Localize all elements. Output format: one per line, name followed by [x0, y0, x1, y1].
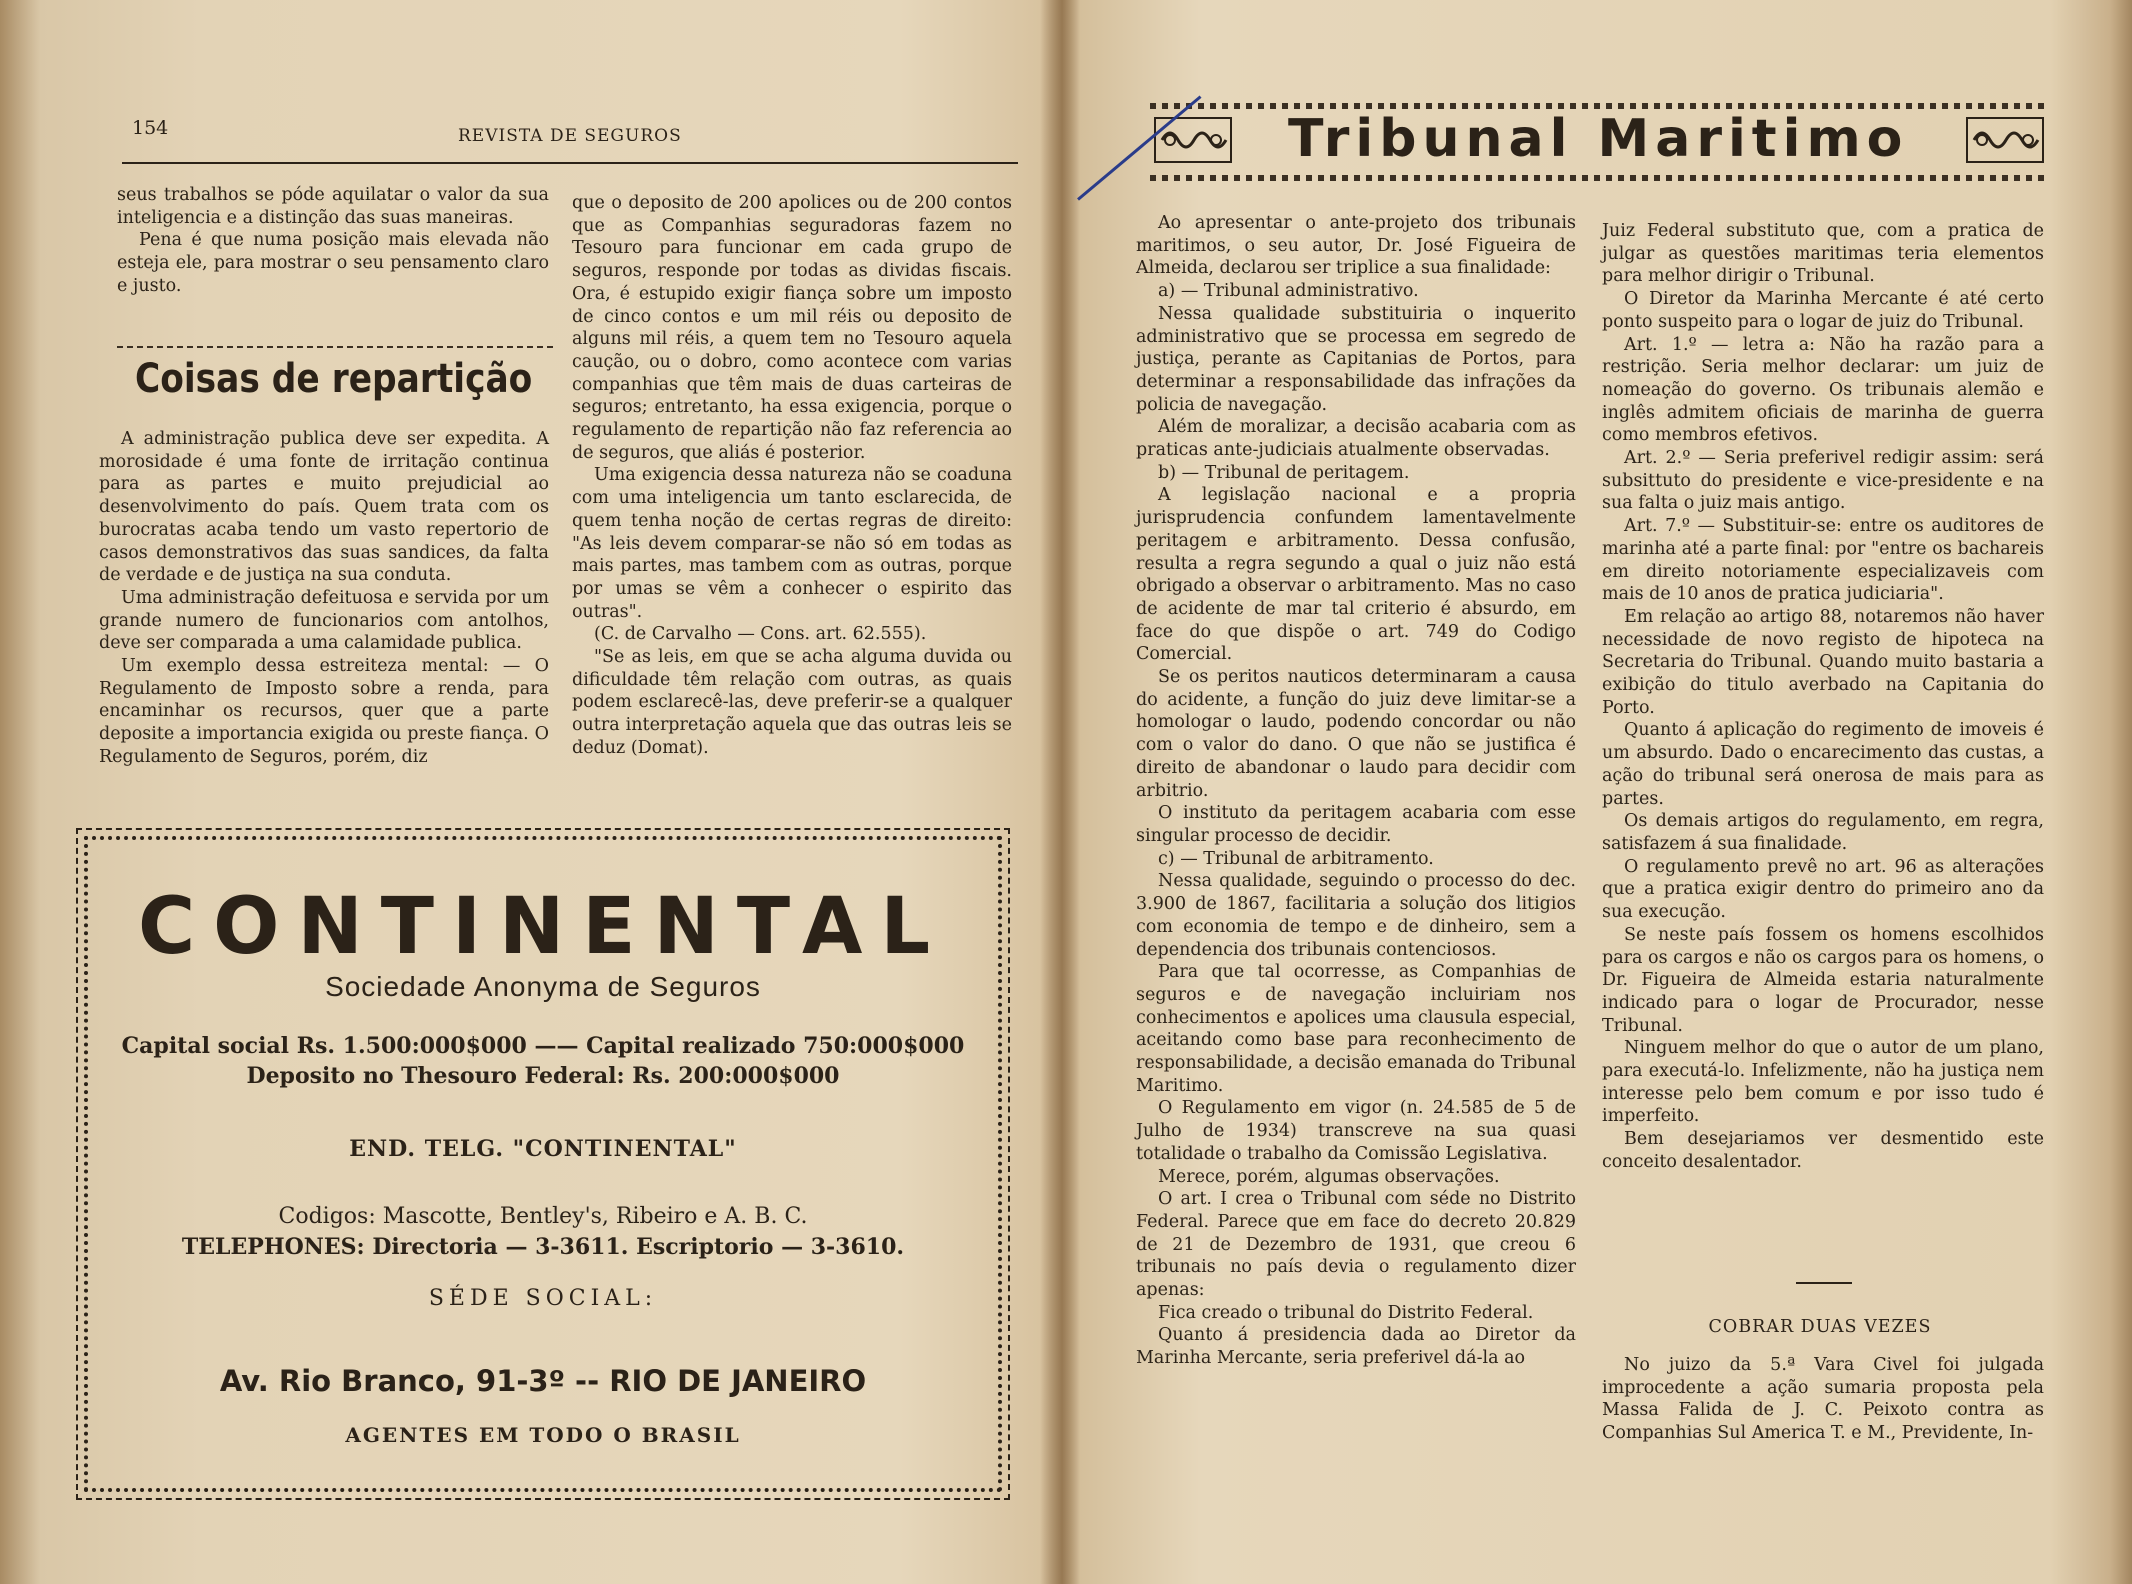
paragraph: O art. I crea o Tribunal com séde no Distrito Federal. Parece que em face do decreto 20.829 de 21 de Dezembro de 1931, que creou 6 tribunais no país devia o regulamento dizer apenas:: [1136, 1189, 1576, 1301]
paragraph: Art. 2.º — Seria preferivel redigir assim: será subsittuto do presidente e vice-presidente e na sua falta o juiz mais antigo.: [1602, 448, 2044, 514]
paragraph: Os demais artigos do regulamento, em regra, satisfazem á sua finalidade.: [1602, 811, 2044, 854]
paragraph: A administração publica deve ser expedita. A morosidade é uma fonte de irritação continua para as partes e muito prejudicial ao desenvolvimento do país. Quem trata com os burocratas acaba tendo um vasto repertorio de casos demonstrativos das suas sandices, da falta de verdade e de justiça na sua conduta.: [99, 429, 549, 586]
section-divider: [117, 346, 553, 352]
paragraph: que o deposito de 200 apolices ou de 200 contos que as Companhias seguradoras fazem no Tesouro para funcionar em cada grupo de seguros, responde por todas as dividas fiscais. Ora, é estupido exigir fiança sobre um imposto de cinco contos e um mil réis ou deposito de alguns mil réis, a quem tem no Tesouro aquela caução, ou o dobro, como acontece com varias companhias que têm mais de duas carteiras de seguros; entretanto, ha essa exigencia, porque o regulamento de repartição não faz referencia ao de seguros, que aliás é posterior.: [572, 193, 1012, 463]
paragraph: Quanto á presidencia dada ao Diretor da Marinha Mercante, seria preferivel dá-la ao: [1136, 1325, 1576, 1369]
page-gutter: [1040, 0, 1080, 1584]
left-col1-section: [99, 428, 549, 769]
paragraph: Bem desejariamos ver desmentido este conceito desalentador.: [1602, 1129, 2044, 1172]
paragraph: Nessa qualidade substituiria o inquerito administrativo que se processa em segredo de justiça, perante as Capitanias de Portos, para determinar a responsabilidade das infrações da policia de navegação.: [1136, 303, 1576, 415]
paragraph: (C. de Carvalho — Cons. art. 62.555).: [594, 624, 927, 645]
paragraph: Merece, porém, algumas observações.: [1158, 1166, 1500, 1187]
masthead-title: Tribunal Maritimo: [1288, 109, 1909, 169]
paragraph: Fica creado o tribunal do Distrito Federal.: [1158, 1302, 1534, 1323]
ad-codes: Codigos: Mascotte, Bentley's, Ribeiro e A. B. C.: [278, 1204, 808, 1229]
paragraph: Ao apresentar o ante-projeto dos tribunais maritimos, o seu autor, Dr. José Figueira de Almeida, declarou ser triplice a sua finalidade:: [1136, 213, 1576, 279]
running-head: REVISTA DE SEGUROS: [458, 126, 682, 146]
paragraph: O regulamento prevê no art. 96 as alterações que a pratica exigir dentro do primeiro ano da sua execução.: [1602, 856, 2044, 923]
paragraph: "Se as leis, em que se acha alguma duvida ou dificuldade têm relação com outras, as quais podem esclarecê-las, deve preferir-se a qualquer outra interpretação aquela que das outras leis se deduz (Domat).: [572, 647, 1012, 758]
paragraph: Uma administração defeituosa e servida por um grande numero de funcionarios com antolhos, deve ser comparada a uma calamidade publica.: [99, 587, 549, 654]
ad-hq-label: SÉDE SOCIAL:: [428, 1286, 658, 1311]
ad-deposit: Deposito no Thesouro Federal: Rs. 200:000$000: [246, 1063, 840, 1089]
paragraph: a) — Tribunal administrativo.: [1158, 281, 1419, 302]
paragraph: No juizo da 5.ª Vara Civel foi julgada improcedente a ação sumaria proposta pela Massa Falida de J. C. Peixoto contra as Companhias Sul America T. e M., Previdente, In-: [1602, 1355, 2044, 1444]
section-title: Coisas de repartição: [135, 356, 533, 402]
paragraph: Pena é que numa posição mais elevada não esteja ele, para mostrar o seu pensamento claro e justo.: [117, 230, 549, 296]
left-col1-top: [117, 184, 549, 298]
subheading: COBRAR DUAS VEZES: [1708, 1317, 1932, 1337]
ad-subtitle: Sociedade Anonyma de Seguros: [325, 971, 761, 1002]
scroll-ornament-icon: [1966, 117, 2044, 163]
paragraph: Quanto á aplicação do regimento de imoveis é um absurdo. Dado o encarecimento das custas, a ação do tribunal será onerosa de mais para as partes.: [1602, 720, 2044, 809]
ad-capital: Capital social Rs. 1.500:000$000 —— Capital realizado 750:000$000: [121, 1033, 965, 1059]
left-col2: [572, 192, 1012, 760]
masthead: [1150, 103, 2050, 181]
paragraph: seus trabalhos se póde aquilatar o valor da sua inteligencia e a distinção das suas maneiras.: [117, 185, 549, 228]
paragraph: Juiz Federal substituto que, com a pratica de julgar as questões maritimas teria elementos para melhor dirigir o Tribunal.: [1602, 221, 2044, 287]
paragraph: Se neste país fossem os homens escolhidos para os cargos e não os cargos para os homens, o Dr. Figueira de Almeida estaria naturalmente indicado para o logar de Procurador, nesse Tribunal.: [1602, 924, 2044, 1036]
paragraph: Uma exigencia dessa natureza não se coaduna com uma inteligencia um tanto esclarecida, de quem tenha noção de certas regras de direito: "As leis devem comparar-se não só em todas as mais partes, mas tambem com as outras, porque por umas se vêm a conhecer o espirito das outras".: [572, 465, 1012, 622]
paragraph: Um exemplo dessa estreiteza mental: — O Regulamento de Imposto sobre a renda, para encaminhar os recursos, quer que a parte deposite a importancia exigida ou preste fiança. O Regulamento de Seguros, porém, diz: [99, 656, 549, 767]
right-col2: [1602, 220, 2044, 1174]
paragraph: Art. 7.º — Substituir-se: entre os auditores de marinha até a parte final: por "entre os bachareis em direito notoriamente especializaveis com mais de 10 anos de pratica judiciaria".: [1602, 516, 2044, 605]
paragraph: Nessa qualidade, seguindo o processo do dec. 3.900 de 1867, facilitaria a solução dos litigios com economia de tempo e de dinheiro, sem a dependencia dos tribunais contenciosos.: [1136, 871, 1576, 960]
ad-agents: AGENTES EM TODO O BRASIL: [345, 1423, 741, 1447]
continental-advertisement: [84, 836, 1002, 1492]
paragraph: O Regulamento em vigor (n. 24.585 de 5 de Julho de 1934) transcreve na sua quasi totalidade o trabalho da Comissão Legislativa.: [1136, 1098, 1576, 1164]
section-rule: [1796, 1282, 1852, 1284]
ad-phones: TELEPHONES: Directoria — 3-3611. Escriptorio — 3-3610.: [181, 1234, 905, 1260]
paragraph: Art. 1.º — letra a: Não ha razão para a restrição. Seria melhor declarar: um juiz de nomeação do governo. Os tribunais alemão e inglês admitem oficiais de marinha de guerra como membros efetivos.: [1602, 334, 2044, 446]
right-col1: [1136, 212, 1576, 1370]
ad-company-name: CONTINENTAL: [137, 882, 949, 972]
paragraph: c) — Tribunal de arbitramento.: [1158, 848, 1434, 869]
paragraph: Para que tal ocorresse, as Companhias de seguros e de navegação incluiriam nos conhecimentos e apolices uma clausula especial, aceitando como base para reconhecimento de responsabilidade, a decisão emanada do Tribunal Maritimo.: [1136, 962, 1576, 1096]
page-number: 154: [132, 117, 169, 139]
right-col2-bottom: [1602, 1354, 2044, 1445]
paragraph: Se os peritos nauticos determinaram a causa do acidente, a função do juiz deve limitar-se a homologar o laudo, podendo concordar ou não com o valor do dano. O que não se justifica é direito de abandonar o laudo para decidir com arbitrio.: [1136, 667, 1576, 801]
paragraph: Em relação ao artigo 88, notaremos não haver necessidade de novo registo de hipoteca na Secretaria do Tribunal. Quando muito bastaria a exibição do titulo averbado na Capitania do Porto.: [1602, 606, 2044, 718]
header-rule: [122, 162, 1018, 164]
paragraph: Além de moralizar, a decisão acabaria com as praticas ante-judiciais atualmente observadas.: [1136, 417, 1576, 461]
paragraph: A legislação nacional e a propria jurisprudencia confundem lamentavelmente peritagem e arbitramento. Dessa confusão, resulta a regra segundo a qual o juiz não está obrigado a observar o arbitramento. Mas no caso de acidente de mar tal criterio é absurdo, em face do que dispõe o art. 749 do Codigo Comercial.: [1136, 485, 1576, 665]
ad-telegraph: END. TELG. "CONTINENTAL": [349, 1136, 737, 1162]
paragraph: O Diretor da Marinha Mercante é até certo ponto suspeito para o logar de juiz do Tribunal.: [1602, 289, 2044, 332]
paragraph: O instituto da peritagem acabaria com esse singular processo de decidir.: [1136, 803, 1576, 846]
masthead-border-bottom: [1150, 175, 2050, 181]
ad-address: Av. Rio Branco, 91-3º -- RIO DE JANEIRO: [219, 1364, 867, 1398]
paragraph: Ninguem melhor do que o autor de um plano, para executá-lo. Infelizmente, não ha justiça nem interesse pelo bem comum e por isso tudo é imperfeito.: [1602, 1038, 2044, 1127]
paragraph: b) — Tribunal de peritagem.: [1158, 462, 1410, 483]
